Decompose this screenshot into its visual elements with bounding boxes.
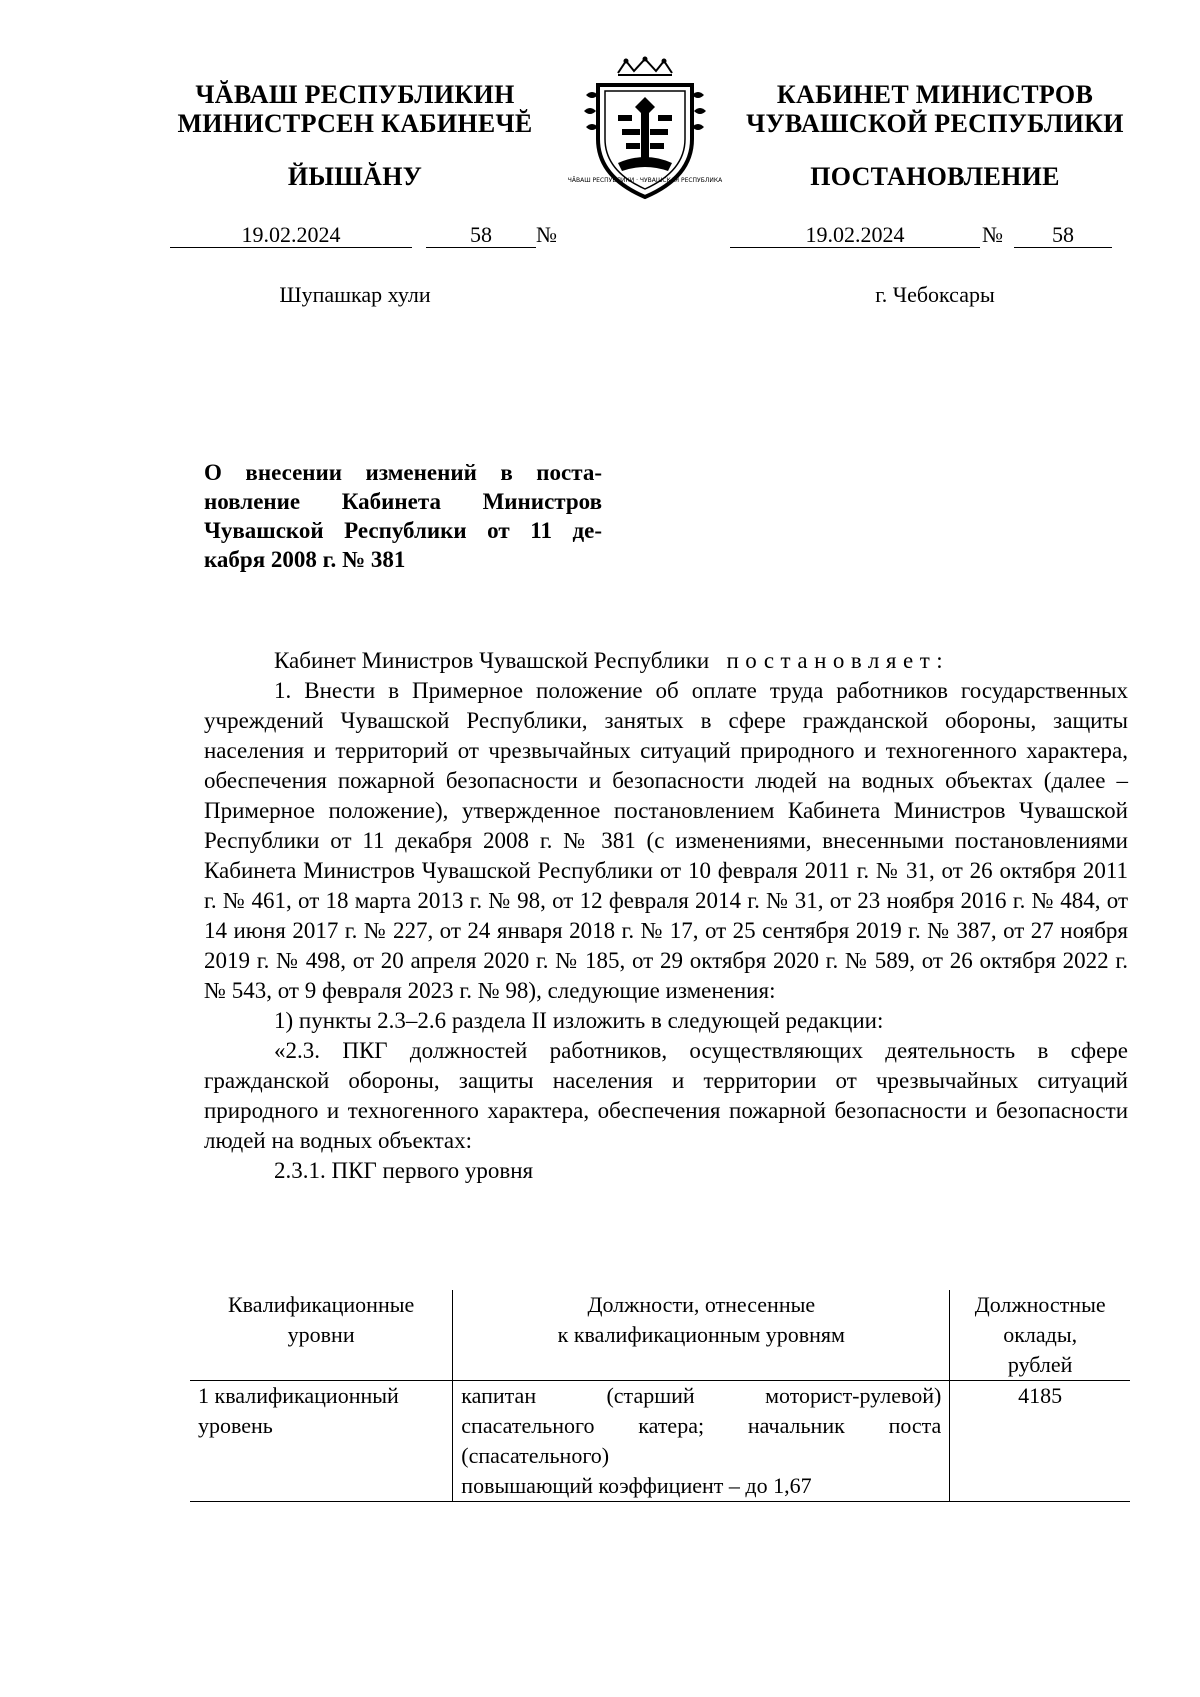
intro-spaced-word: постановляет <box>726 648 937 673</box>
doctype-left: ЙЫШĂНУ <box>287 162 423 191</box>
registration-right-number: 58 <box>1014 222 1112 248</box>
registration-right <box>0 222 1200 248</box>
header-right-russian <box>730 80 1140 138</box>
emblem-ring-text: ЧĂВАШ РЕСПУБЛИКИ · ЧУВАШСКАЯ РЕСПУБЛИКА <box>567 177 723 184</box>
cell-salary: 4185 <box>950 1381 1130 1502</box>
registration-left-number-sign: № <box>536 222 557 247</box>
header-left-line1: ЧĂВАШ РЕСПУБЛИКИН <box>195 80 515 109</box>
clause-2-3-1-paragraph: 2.3.1. ПКГ первого уровня <box>274 1158 534 1183</box>
title-line: О внесении изменений в поста- <box>204 460 602 485</box>
cell-level: 1 квалификационный уровень <box>190 1381 453 1502</box>
subitem1-paragraph: 1) пункты 2.3–2.6 раздела II изложить в следующей редакции: <box>274 1008 884 1033</box>
header-salaries: Должностные оклады, рублей <box>950 1290 1130 1381</box>
qualification-table <box>190 1290 1130 1502</box>
registration-right-number-sign: № <box>982 222 1003 247</box>
registration-right-date: 19.02.2024 <box>730 222 980 248</box>
table-header-row <box>190 1290 1130 1381</box>
header-positions: Должности, отнесенные к квалификационным уровням <box>453 1290 950 1381</box>
place-right: г. Чебоксары <box>875 282 995 307</box>
registration-left-number: 58 <box>426 222 536 248</box>
item1-paragraph: 1. Внести в Примерное положение об оплате труда работников государственных учреждений Чувашской Республики, занятых в сфере гражданской обороны, защиты населения и территорий от чрезвычайных ситуаций природного и техногенного характера, обеспечения пожарной безопасности и безопасности людей на водных объектах (далее – Примерное положение), утвержденное постановлением Кабинета Министров Чувашской Республики от 11 декабря 2008 г. № 381 (с изменениями, внесенными постановлениями Кабинета Министров Чувашской Республики от 10 февраля 2011 г. № 31, от 26 октября 2011 г. № 461, от 18 марта 2013 г. № 98, от 12 февраля 2014 г. № 31, от 23 ноября 2016 г. № 484, от 14 июня 2017 г. № 227, от 24 января 2018 г. № 17, от 25 сентября 2019 г. № 387, от 27 ноября 2019 г. № 498, от 20 апреля 2020 г. № 185, от 29 октября 2020 г. № 589, от 26 октября 2022 г. № 543, от 9 февраля 2023 г. № 98), следующие изменения: <box>204 678 1128 1003</box>
document-title <box>204 458 602 574</box>
cell-positions: капитан (старший моторист-рулевой) спасательного катера; начальник поста (спасательного) повышающий коэффициент – до 1,67 <box>453 1381 950 1502</box>
header-qualification-levels: Квалификационные уровни <box>190 1290 453 1381</box>
doctype-right: ПОСТАНОВЛЕНИЕ <box>810 162 1060 191</box>
clause-2-3-paragraph: «2.3. ПКГ должностей работников, осуществляющих деятельность в сфере гражданской обороны, защиты населения и территории от чрезвычайных ситуаций природного и техногенного характера, обеспечения пожарной безопасности и безопасности людей на водных объектах: <box>204 1038 1128 1153</box>
registration-left-date: 19.02.2024 <box>170 222 412 248</box>
chuvash-emblem-icon <box>567 55 723 203</box>
header-left-line2: МИНИСТРСЕН КАБИНЕЧĔ <box>177 109 533 138</box>
header-left-chuvash <box>150 80 560 138</box>
title-line: новление Кабинета Министров <box>204 489 602 514</box>
title-line: Чувашской Республики от 11 де- <box>204 518 602 543</box>
intro-prefix: Кабинет Министров Чувашской Республики <box>274 648 710 673</box>
document-body <box>204 646 1128 1186</box>
qualification-table-grid <box>190 1290 1130 1502</box>
header-right-line2: ЧУВАШСКОЙ РЕСПУБЛИКИ <box>746 109 1124 138</box>
place-left: Шупашкар хули <box>279 282 431 307</box>
header-right-line1: КАБИНЕТ МИНИСТРОВ <box>776 80 1094 109</box>
intro-suffix: : <box>936 648 943 673</box>
intro-paragraph <box>204 646 1128 676</box>
table-row <box>190 1381 1130 1502</box>
title-line: кабря 2008 г. № 381 <box>204 547 406 572</box>
